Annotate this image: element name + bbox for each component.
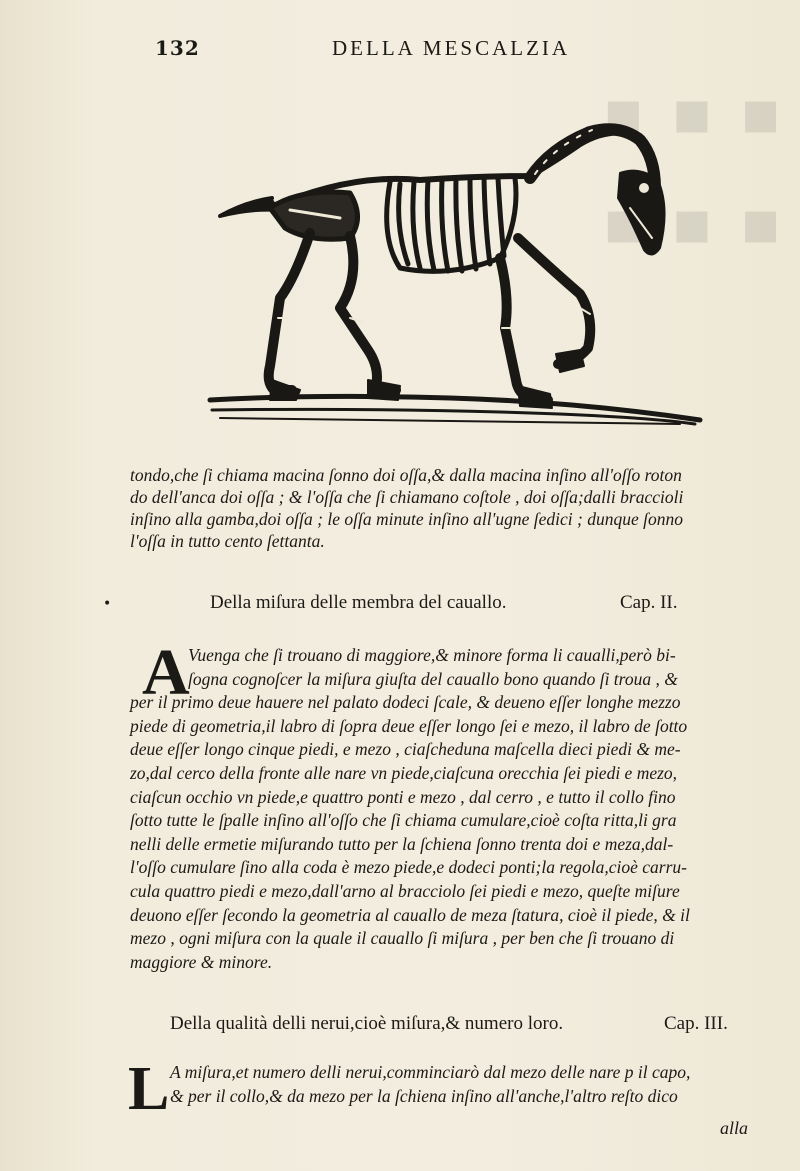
paragraph-measurements xyxy=(130,645,798,975)
text-line: tondo,che ſi chiama macina ſonno doi oſſa,& dalla macina inſino all'oſſo roton xyxy=(130,465,682,485)
margin-mark: • xyxy=(103,596,112,612)
chapter-number: Cap. II. xyxy=(620,592,678,613)
text-line: ſotto tutte le ſpalle inſino all'oſſo che ſi chiama cumulare,cioè coſta ritta,li gra xyxy=(130,810,677,831)
horse-skeleton-woodcut xyxy=(200,118,710,438)
bleed-through-shadow: ■■■ ■■■ xyxy=(574,79,780,260)
paragraph-bone-count xyxy=(130,465,790,553)
text-line: piede di geometria,il labro di ſopra deue eſſer longo ſei e mezo, il labro de ſotto xyxy=(130,715,688,736)
text-line: inſino alla gamba,doi oſſa ; le oſſa minute inſino all'ugne ſedici ; dunque ſonno xyxy=(130,509,683,529)
text-line: cula quattro piedi e mezo,dall'arno al bracciolo ſei piedi e mezo, queſte miſure xyxy=(130,880,680,901)
text-line: ciaſcun occhio vn piede,e quattro ponti e mezo , dal cerro , e tutto il collo fino xyxy=(130,786,676,807)
text-line: deue eſſer longo cinque piedi, e mezo , ciaſcheduna maſcella dieci piedi & me- xyxy=(130,739,681,760)
drop-capital: L xyxy=(128,1055,170,1123)
paragraph-nerves xyxy=(170,1062,800,1109)
page-number: 132 xyxy=(155,36,200,60)
text-line: zo,dal cerco della fronte alle nare vn piede,ciaſcuna orecchia ſei piedi e mezo, xyxy=(130,762,678,783)
text-line: per il primo deue hauere nel palato dodeci ſcale, & deueno eſſer longhe mezzo xyxy=(130,692,681,713)
text-line: deuono eſſer ſecondo la geometria al cauallo de meza ſtatura, cioè il piede, & il xyxy=(130,904,690,925)
page-header xyxy=(0,36,800,66)
running-head: DELLA MESCALZIA xyxy=(332,36,571,60)
chapter-title: Della qualità delli nerui,cioè miſura,& numero loro. xyxy=(170,1013,564,1034)
text-line: maggiore & minore. xyxy=(130,951,273,972)
text-line: A miſura,et numero delli nerui,comminciarò dal mezo delle nare p il capo, xyxy=(170,1062,691,1082)
chapter-number: Cap. III. xyxy=(664,1013,728,1034)
text-line: Vuenga che ſi trouano di maggiore,& minore forma li caualli,però bi- xyxy=(188,645,676,665)
chapter-title: Della miſura delle membra del cauallo. xyxy=(210,592,507,613)
text-line: l'oſſa in tutto cento ſettanta. xyxy=(130,531,325,551)
drop-capital: A xyxy=(142,636,190,709)
text-line: ſogna cognoſcer la miſura giuſta del cauallo bono quando ſi troua , & xyxy=(188,668,678,689)
text-line: do dell'anca doi oſſa ; & l'oſſa che ſi chiamano coſtole , doi oſſa;dalli braccioli xyxy=(130,487,684,507)
text-line: & per il collo,& da mezo per la ſchiena inſino all'anche,l'altro reſto dico xyxy=(170,1085,678,1106)
text-line: nelli delle ermetie miſurando tutto per la ſchiena ſonno trenta doi e meza,dal- xyxy=(130,833,674,854)
catchword: alla xyxy=(720,1118,749,1138)
text-line: l'oſſo cumulare ſino alla coda è mezo piede,e dodeci ponti;la regola,cioè carru- xyxy=(130,857,687,878)
text-line: mezo , ogni miſura con la quale il cauallo ſi miſura , per ben che ſi trouano di xyxy=(130,928,675,949)
